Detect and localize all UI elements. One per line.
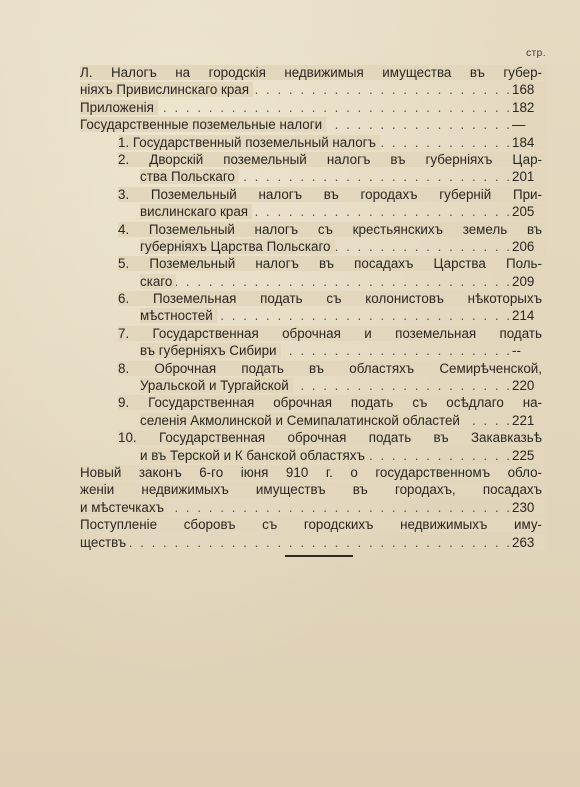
toc-entry-line — [140, 238, 546, 255]
toc-entry-line — [140, 168, 546, 185]
toc-entry-text: мѣстностей — [140, 308, 217, 323]
toc-entry-line — [80, 64, 546, 81]
toc-page-number: — — [512, 116, 546, 133]
page-column-header: стр. — [526, 48, 546, 59]
toc-entry-text: ществъ — [80, 535, 130, 550]
toc-entry-text: 2. Дворскій поземельный налогъ въ губерніяхъ Цар- — [118, 152, 546, 167]
toc-entry-text: 8. Оброчная подать въ областяхъ Семирѣченской, — [118, 361, 546, 376]
toc-page-number: 206 — [512, 238, 546, 255]
toc-entry-text: 9. Государственная оброчная подать съ осѣдлаго на- — [118, 395, 546, 410]
toc-page-number: 209 — [512, 273, 546, 290]
toc-entry-text: 7. Государственная оброчная и поземельная подать — [118, 326, 546, 341]
toc-page-number: -- — [512, 342, 546, 359]
toc-entry-line — [118, 221, 546, 238]
toc-entry-text: скаго — [140, 274, 176, 289]
toc-entry — [80, 290, 546, 325]
toc-entry-line — [80, 534, 546, 551]
toc-page-number: 263 — [512, 534, 546, 551]
toc-entry — [80, 429, 546, 464]
toc-entry-line — [80, 516, 546, 533]
toc-entry-line — [80, 499, 546, 516]
toc-page-number: 182 — [512, 99, 546, 116]
toc-entry-line — [118, 186, 546, 203]
toc-entry-text: вислинскаго края — [140, 204, 252, 219]
toc-entry-text: Государственные поземельные налоги — [80, 117, 326, 132]
toc-entry — [80, 325, 546, 360]
toc-entry-line — [80, 99, 546, 116]
toc-entry-text: селенія Акмолинской и Семипалатинской областей — [140, 413, 464, 428]
toc-entry-line — [140, 307, 546, 324]
toc-page-number: 201 — [512, 168, 546, 185]
toc-entry-text: ства Польскаго — [140, 169, 239, 184]
toc-page-number: 220 — [512, 377, 546, 394]
toc-entry-text: Поступленіе сборовъ съ городскихъ недвижимыхъ иму- — [80, 517, 546, 532]
toc-entry-line — [140, 342, 546, 359]
toc-entry-text: 10. Государственная оброчная подать въ Закавказьѣ — [118, 430, 546, 445]
toc-entry-line — [118, 255, 546, 272]
toc-entry — [80, 151, 546, 186]
toc-entry — [80, 516, 546, 551]
toc-entry-line — [118, 360, 546, 377]
table-of-contents — [80, 64, 546, 551]
toc-entry-line — [140, 273, 546, 290]
end-rule — [285, 555, 353, 557]
toc-entry-text: женіи недвижимыхъ имуществъ въ городахъ, посадахъ — [80, 482, 546, 497]
toc-entry-line — [118, 151, 546, 168]
toc-entry-text: Л. Налогъ на городскія недвижимыя имущества въ губер- — [80, 65, 546, 80]
toc-entry-text: 1. Государственный поземельный налогъ — [118, 135, 380, 150]
toc-entry-line — [80, 481, 546, 498]
toc-entry — [80, 134, 546, 151]
toc-entry-line — [80, 116, 546, 133]
toc-entry-text: въ губерніяхъ Сибири — [140, 343, 281, 358]
toc-entry — [80, 186, 546, 221]
toc-entry — [80, 221, 546, 256]
toc-page-number: 221 — [512, 412, 546, 429]
toc-page-number: 225 — [512, 447, 546, 464]
toc-entry-text: Новый законъ 6-го іюня 910 г. о государственномъ обло- — [80, 465, 546, 480]
toc-entry-line — [140, 203, 546, 220]
toc-entry-text: 5. Поземельный налогъ въ посадахъ Царства Поль- — [118, 256, 546, 271]
toc-entry-text: и мѣстечкахъ — [80, 500, 168, 515]
toc-entry — [80, 99, 546, 116]
toc-entry-text: губерніяхъ Царства Польскаго — [140, 239, 335, 254]
toc-entry-line — [140, 447, 546, 464]
toc-entry-text: Приложенія — [80, 100, 158, 115]
toc-page-number: 214 — [512, 307, 546, 324]
toc-entry-text: 4. Поземельный налогъ съ крестьянскихъ земель въ — [118, 222, 546, 237]
toc-entry-text: и въ Терской и К банской областяхъ — [140, 448, 369, 463]
toc-page-number: 184 — [512, 134, 546, 151]
toc-entry-line — [140, 412, 546, 429]
toc-entry-line — [118, 290, 546, 307]
toc-entry-line — [80, 464, 546, 481]
toc-entry — [80, 360, 546, 395]
toc-entry-line — [118, 394, 546, 411]
toc-entry — [80, 464, 546, 516]
toc-entry-text: ніяхъ Привислинскаго края — [80, 82, 253, 97]
toc-entry-text: 6. Поземельная подать съ колонистовъ нѣкоторыхъ — [118, 291, 546, 306]
toc-entry-line — [80, 81, 546, 98]
toc-page-number: 205 — [512, 203, 546, 220]
toc-entry — [80, 64, 546, 99]
toc-entry-line — [118, 325, 546, 342]
toc-entry — [80, 255, 546, 290]
toc-entry-line — [118, 134, 546, 151]
toc-entry-line — [140, 377, 546, 394]
toc-entry-text: 3. Поземельный налогъ въ городахъ губерній При- — [118, 187, 546, 202]
toc-entry — [80, 116, 546, 133]
toc-entry-text: Уральской и Тургайской — [140, 378, 293, 393]
toc-entry-line — [118, 429, 546, 446]
toc-page-number: 168 — [512, 81, 546, 98]
toc-page-number: 230 — [512, 499, 546, 516]
toc-entry — [80, 394, 546, 429]
